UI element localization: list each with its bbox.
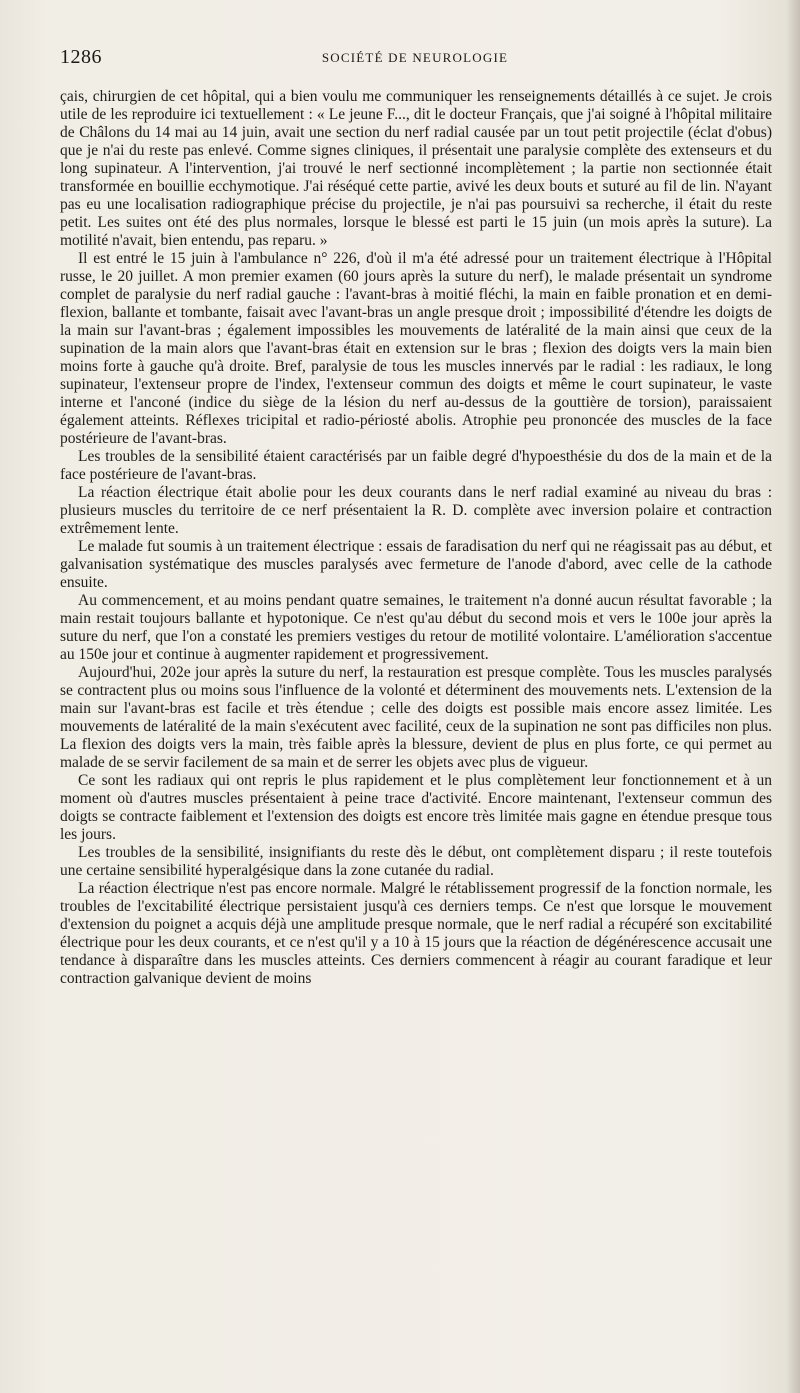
page-number: 1286 (60, 46, 102, 68)
paragraph: La réaction électrique n'est pas encore normale. Malgré le rétablissement progressif de la fonction normale, les troubles de l'excitabilité électrique persistaient jusqu'à ces derniers temps. Ce n'est que lorsque le mouvement d'extension du poignet a acquis déjà une amplitude presque normale, que le nerf radial a récupéré son excitabilité électrique pour les deux courants, et ce n'est qu'il y a 10 à 15 jours que la réaction de dégénérescence accusait une tendance à disparaître dans les muscles atteints. Ces derniers commencent à réagir au courant faradique et leur contraction galvanique devient de moins (60, 880, 772, 987)
paragraph: Les troubles de la sensibilité étaient caractérisés par un faible degré d'hypoesthésie du dos de la main et de la face postérieure de l'avant-bras. (60, 448, 772, 483)
paragraph: Le malade fut soumis à un traitement électrique : essais de faradisation du nerf qui ne réagissait pas au début, et galvanisation systématique des muscles paralysés avec fermeture de l'anode d'abord, avec celle de la cathode ensuite. (60, 538, 772, 591)
paragraph: Aujourd'hui, 202e jour après la suture du nerf, la restauration est presque complète. Tous les muscles paralysés se contractent plus ou moins sous l'influence de la volonté et déterminent des mouvements nets. L'extension de la main sur l'avant-bras est facile et très étendue ; celle des doigts est possible mais encore assez limitée. Les mouvements de latéralité de la main s'exécutent avec facilité, ceux de la supination ne sont pas difficiles non plus. La flexion des doigts vers la main, très faible après la blessure, devient de plus en plus forte, ce qui permet au malade de se servir facilement de sa main et de serrer les objets avec plus de vigueur. (60, 664, 772, 771)
paragraph: Au commencement, et au moins pendant quatre semaines, le traitement n'a donné aucun résultat favorable ; la main restait toujours ballante et hypotonique. Ce n'est qu'au début du second mois et vers le 100e jour après la suture du nerf, que l'on a constaté les premiers vestiges du retour de motilité volontaire. L'amélioration s'accentue au 150e jour et continue à augmenter rapidement et progressivement. (60, 592, 772, 663)
page-header (60, 46, 770, 72)
paragraph: Ce sont les radiaux qui ont repris le plus rapidement et le plus complètement leur fonctionnement et à un moment où d'autres muscles présentaient à peine trace d'activité. Encore maintenant, l'extenseur commun des doigts se contracte faiblement et l'extension des doigts est encore très limitée mais gagne en étendue presque tous les jours. (60, 772, 772, 843)
paragraph: Il est entré le 15 juin à l'ambulance n° 226, d'où il m'a été adressé pour un traitement électrique à l'Hôpital russe, le 20 juillet. A mon premier examen (60 jours après la suture du nerf), le malade présentait un syndrome complet de paralysie du nerf radial gauche : l'avant-bras à moitié fléchi, la main en faible pronation et en demi-flexion, ballante et tombante, faisait avec l'avant-bras un angle presque droit ; impossibilité d'étendre les doigts de la main sur l'avant-bras ; également impossibles les mouvements de latéralité de la main ainsi que ceux de la supination de la main alors que l'avant-bras était en extension sur le bras ; flexion des doigts vers la main bien moins forte à gauche qu'à droite. Bref, paralysie de tous les muscles innervés par le radial : les radiaux, le long supinateur, l'extenseur propre de l'index, l'extenseur commun des doigts et même le court supinateur, le vaste interne et l'anconé (indice du siège de la lésion du nerf au-dessus de la gouttière de torsion), paraissaient également atteints. Réflexes tricipital et radio-périosté abolis. Atrophie peu prononcée des muscles de la face postérieure de l'avant-bras. (60, 250, 772, 447)
page-edge-shadow (786, 0, 800, 1393)
paragraph: çais, chirurgien de cet hôpital, qui a bien voulu me communiquer les renseignements détaillés à ce sujet. Je crois utile de les reproduire ici textuellement : « Le jeune F..., dit le docteur Français, que j'ai soigné à l'hôpital militaire de Châlons du 14 mai au 14 juin, avait une section du nerf radial causée par un tout petit projectile (éclat d'obus) que je n'ai du reste pas enlevé. Comme signes cliniques, il présentait une paralysie complète des extenseurs et du long supinateur. A l'intervention, j'ai trouvé le nerf sectionné incomplètement ; la partie non sectionnée était transformée en bouillie ecchymotique. J'ai réséqué cette partie, avivé les deux bouts et suturé au fil de lin. N'ayant pas eu une localisation radiographique précise du projectile, je n'ai pas poursuivi sa recherche, il était du reste petit. Les suites ont été des plus normales, lorsque le blessé est parti le 15 juin (un mois après la suture). La motilité n'avait, bien entendu, pas reparu. » (60, 88, 772, 249)
running-title: SOCIÉTÉ DE NEUROLOGIE (321, 50, 509, 65)
paragraph: La réaction électrique était abolie pour les deux courants dans le nerf radial examiné au niveau du bras : plusieurs muscles du territoire de ce nerf présentaient la R. D. complète avec inversion polaire et contraction extrêmement lente. (60, 484, 772, 537)
body-text (60, 88, 772, 988)
paragraph: Les troubles de la sensibilité, insignifiants du reste dès le début, ont complètement disparu ; il reste toutefois une certaine sensibilité hyperalgésique dans la zone cutanée du radial. (60, 844, 772, 879)
